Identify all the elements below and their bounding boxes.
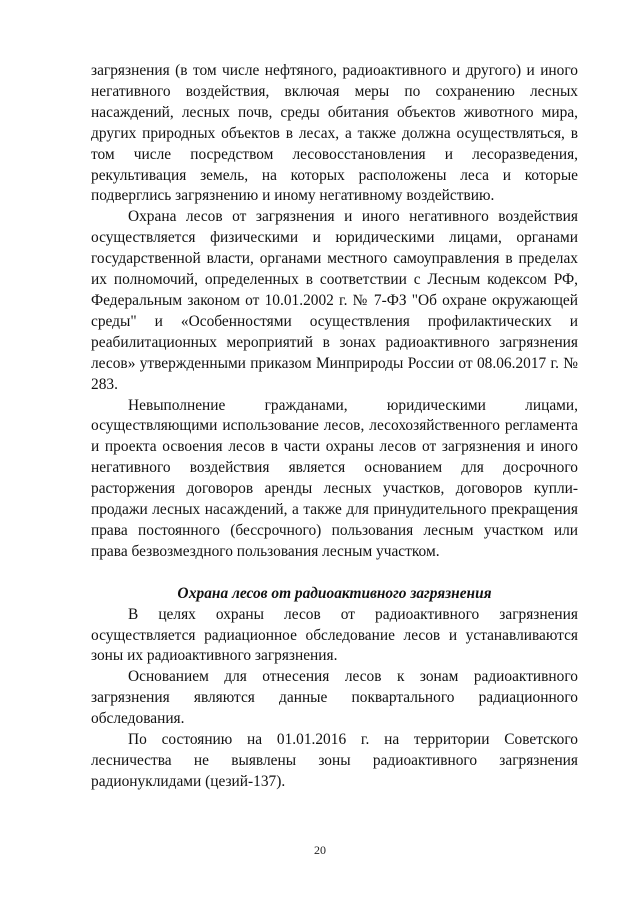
paragraph-noncompliance: Невыполнение гражданами, юридическими лицами, осуществляющими использование лесов, лесохозяйственного регламента и проекта освоения лесов в части охраны лесов от загрязнения и иного негативного воздействия является основанием для досрочного расторжения договоров аренды лесных участков, договоров купли-продажи лесных насаждений, а также для принудительного прекращения права постоянного (бессрочного) пользования лесным участком или права безвозмездного пользования лесным участком.	[91, 396, 578, 560]
paragraph-protection-responsibility: Охрана лесов от загрязнения и иного негативного воздействия осуществляется физическими и юридическими лицами, органами государственной власти, органами местного самоуправления в пределах их полномочий, определенных в соответствии с Лесным кодексом РФ, Федеральным законом от 10.01.2002 г. № 7-ФЗ "Об охране окружающей среды" и «Особенностями осуществления профилактических и реабилитационных мероприятий в зонах радиоактивного загрязнения лесов» утвержденными приказом Минприроды России от 08.06.2017 г. № 283.	[91, 208, 578, 393]
paragraph-radiation-survey: В целях охраны лесов от радиоактивного загрязнения осуществляется радиационное обследование лесов и устанавливаются зоны их радиоактивного загрязнения.	[91, 605, 578, 665]
paragraph-zone-basis: Основанием для отнесения лесов к зонам радиоактивного загрязнения являются данные поквартального радиационного обследования.	[91, 668, 578, 728]
document-page	[91, 61, 578, 793]
page-number: 20	[314, 843, 326, 857]
section-heading: Охрана лесов от радиоактивного загрязнения	[177, 584, 492, 602]
paragraph-continuation: загрязнения (в том числе нефтяного, радиоактивного и другого) и иного негативного воздействия, включая меры по сохранению лесных насаждений, лесных почв, среды обитания объектов животного мира, других природных объектов в лесах, а также должна осуществляться, в том числе посредством лесовосстановления и лесоразведения, рекультивация земель, на которых расположены леса и которые подверглись загрязнению и иному негативному воздействию.	[91, 62, 578, 205]
paragraph-current-status: По состоянию на 01.01.2016 г. на территории Советского лесничества не выявлены зоны радиоактивного загрязнения радионуклидами (цезий-137).	[91, 731, 578, 790]
